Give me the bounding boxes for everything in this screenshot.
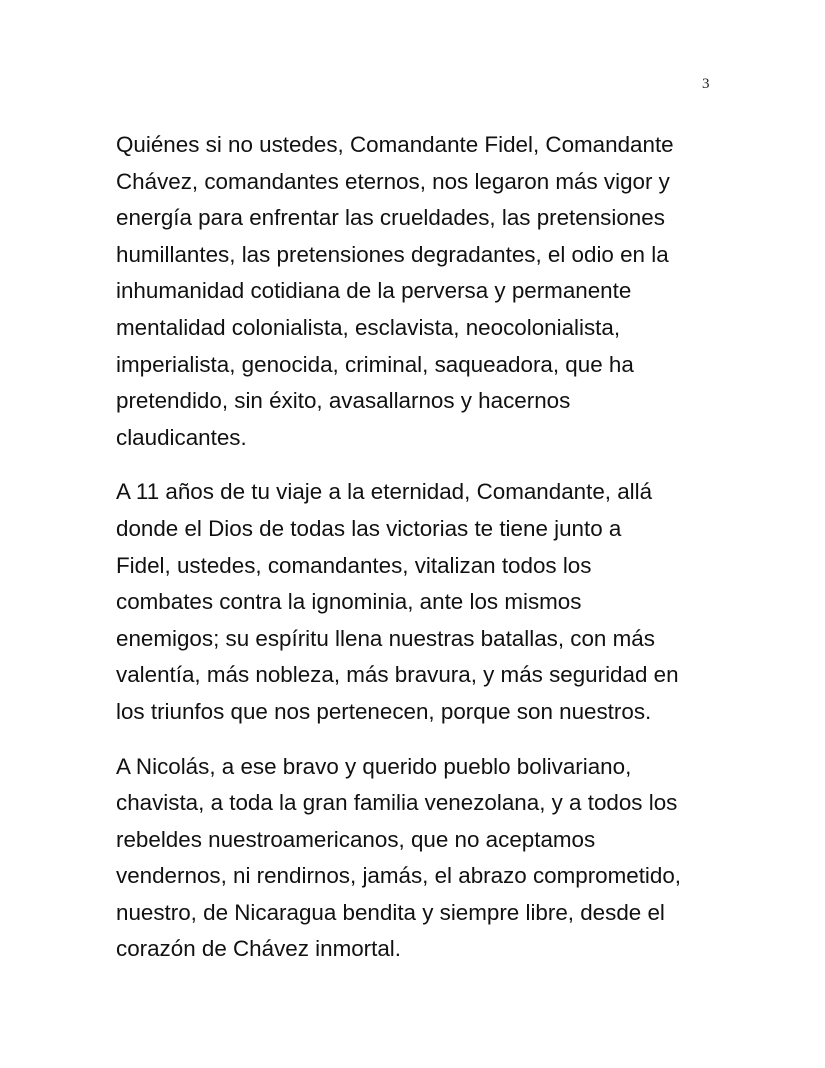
- text-line: combates contra la ignominia, ante los mismos: [116, 589, 582, 615]
- text-line: chavista, a toda la gran familia venezolana, y a todos los: [116, 790, 678, 816]
- document-body: [116, 127, 716, 986]
- text-line: claudicantes.: [116, 424, 247, 450]
- text-line: nuestro, de Nicaragua bendita y siempre libre, desde el: [116, 899, 665, 925]
- text-line: inhumanidad cotidiana de la perversa y permanente: [116, 278, 632, 304]
- paragraph-2: [116, 474, 716, 730]
- text-line: enemigos; su espíritu llena nuestras batallas, con más: [116, 625, 655, 651]
- text-line: imperialista, genocida, criminal, saqueadora, que ha: [116, 351, 634, 377]
- text-line: A Nicolás, a ese bravo y querido pueblo bolivariano,: [116, 753, 632, 779]
- text-line: corazón de Chávez inmortal.: [116, 936, 401, 962]
- text-line: Chávez, comandantes eternos, nos legaron más vigor y: [116, 168, 670, 194]
- text-line: A 11 años de tu viaje a la eternidad, Comandante, allá: [116, 479, 653, 505]
- text-line: Fidel, ustedes, comandantes, vitalizan todos los: [116, 552, 592, 578]
- text-line: pretendido, sin éxito, avasallarnos y hacernos: [116, 388, 571, 414]
- text-line: humillantes, las pretensiones degradantes, el odio en la: [116, 241, 669, 267]
- text-line: valentía, más nobleza, más bravura, y más seguridad en: [116, 662, 679, 688]
- page-number: 3: [702, 76, 710, 92]
- text-line: mentalidad colonialista, esclavista, neocolonialista,: [116, 314, 621, 340]
- paragraph-1: [116, 127, 716, 456]
- text-line: donde el Dios de todas las victorias te tiene junto a: [116, 515, 622, 541]
- text-line: vendernos, ni rendirnos, jamás, el abrazo comprometido,: [116, 863, 682, 889]
- text-line: los triunfos que nos pertenecen, porque son nuestros.: [116, 698, 652, 724]
- paragraph-3: [116, 749, 716, 969]
- text-line: energía para enfrentar las crueldades, las pretensiones: [116, 205, 665, 231]
- text-line: Quiénes si no ustedes, Comandante Fidel, Comandante: [116, 132, 674, 157]
- text-line: rebeldes nuestroamericanos, que no aceptamos: [116, 826, 596, 852]
